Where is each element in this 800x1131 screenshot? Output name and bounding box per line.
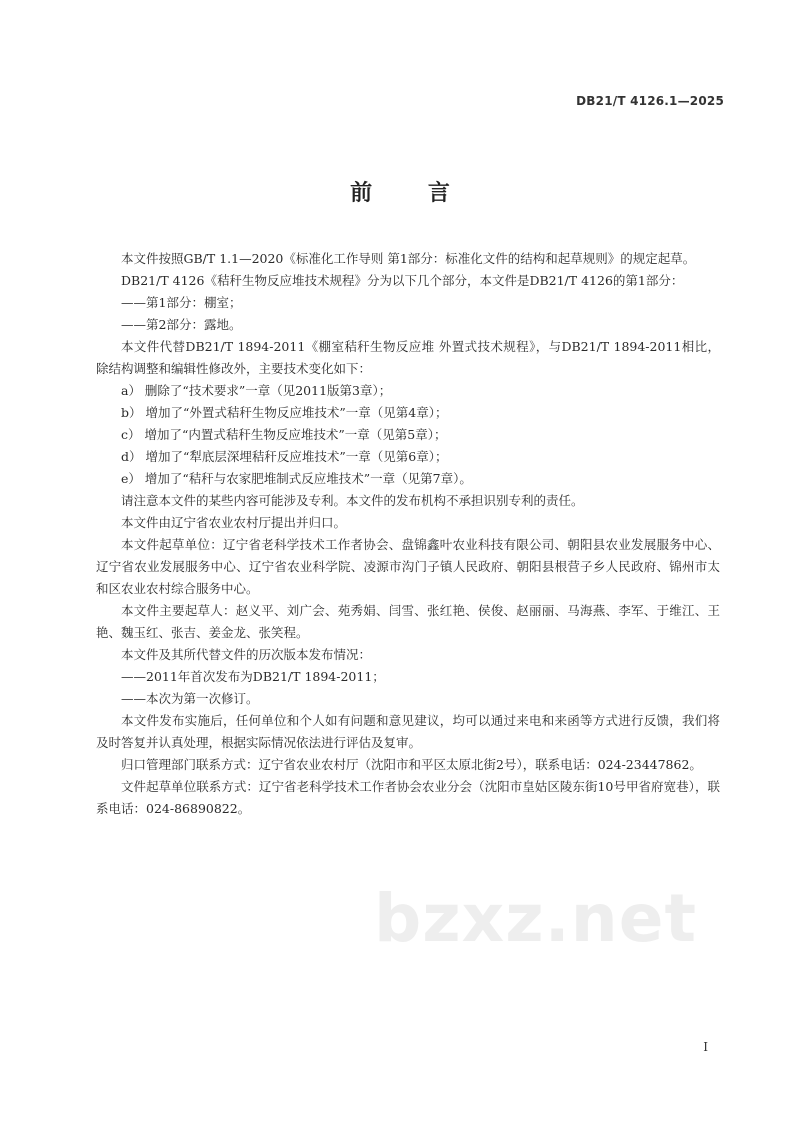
watermark: bzxz.net xyxy=(374,880,698,957)
paragraph-drafting-rules: 本文件按照GB/T 1.1—2020《标准化工作导则 第1部分：标准化文件的结构和起草规则》的规定起草。 xyxy=(121,251,696,266)
paragraph-drafter-contact: 文件起草单位联系方式：辽宁省老科学技术工作者协会农业分会（沈阳市皇姑区陵东街10号甲省府宽巷），联系电话：024-86890822。 xyxy=(96,779,720,816)
paragraph-version-history: 本文件及其所代替文件的历次版本发布情况： xyxy=(121,647,372,662)
list-item-change-d: d） 增加了“犁底层深埋秸秆反应堆技术”一章（见第6章）； xyxy=(121,449,448,464)
list-item-change-b: b） 增加了“外置式秸秆生物反应堆技术”一章（见第4章）； xyxy=(121,405,448,420)
page-title: 前 言 xyxy=(350,181,474,206)
document-code: DB21/T 4126.1—2025 xyxy=(576,94,724,108)
paragraph-drafting-units: 本文件起草单位：辽宁省老科学技术工作者协会、盘锦鑫叶农业科技有限公司、朝阳县农业发展服务中心、辽宁省农业发展服务中心、辽宁省农业科学院、凌源市沟门子镇人民政府、朝阳县根营子乡人民政府、锦州市太和区农业农村综合服务中心。 xyxy=(96,537,720,596)
paragraph-replacement: 本文件代替DB21/T 1894-2011《棚室秸秆生物反应堆 外置式技术规程》，与DB21/T 1894-2011相比，除结构调整和编辑性修改外，主要技术变化如下： xyxy=(96,339,720,376)
list-item-change-c: c） 增加了“内置式秸秆生物反应堆技术”一章（见第5章）； xyxy=(121,427,447,442)
page-number: I xyxy=(703,1040,708,1054)
paragraph-parts-intro: DB21/T 4126《秸秆生物反应堆技术规程》分为以下几个部分，本文件是DB21/T 4126的第1部分： xyxy=(121,273,684,288)
paragraph-feedback: 本文件发布实施后，任何单位和个人如有问题和意见建议，均可以通过来电和来函等方式进行反馈，我们将及时答复并认真处理，根据实际情况依法进行评估及复审。 xyxy=(96,713,720,750)
paragraph-admin-contact: 归口管理部门联系方式：辽宁省农业农村厅（沈阳市和平区太原北街2号），联系电话：024-23447862。 xyxy=(121,757,702,772)
paragraph-patent-notice: 请注意本文件的某些内容可能涉及专利。本文件的发布机构不承担识别专利的责任。 xyxy=(121,493,584,508)
foreword-body xyxy=(96,248,720,820)
list-item-change-e: e） 增加了“秸秆与农家肥堆制式反应堆技术”一章（见第7章）。 xyxy=(121,471,472,486)
list-item-part-2: ——第2部分：露地。 xyxy=(121,317,242,332)
paragraph-proposer: 本文件由辽宁省农业农村厅提出并归口。 xyxy=(121,515,347,530)
list-item-change-a: a） 删除了“技术要求”一章（见2011版第3章）； xyxy=(121,383,392,398)
paragraph-drafters: 本文件主要起草人：赵义平、刘广会、苑秀娟、闫雪、张红艳、侯俊、赵丽丽、马海燕、李军、于维江、王艳、魏玉红、张吉、姜金龙、张笑程。 xyxy=(96,603,720,640)
list-item-history-2011: ——2011年首次发布为DB21/T 1894-2011； xyxy=(121,669,385,684)
list-item-history-current: ——本次为第一次修订。 xyxy=(121,691,259,706)
list-item-part-1: ——第1部分：棚室； xyxy=(121,295,242,310)
